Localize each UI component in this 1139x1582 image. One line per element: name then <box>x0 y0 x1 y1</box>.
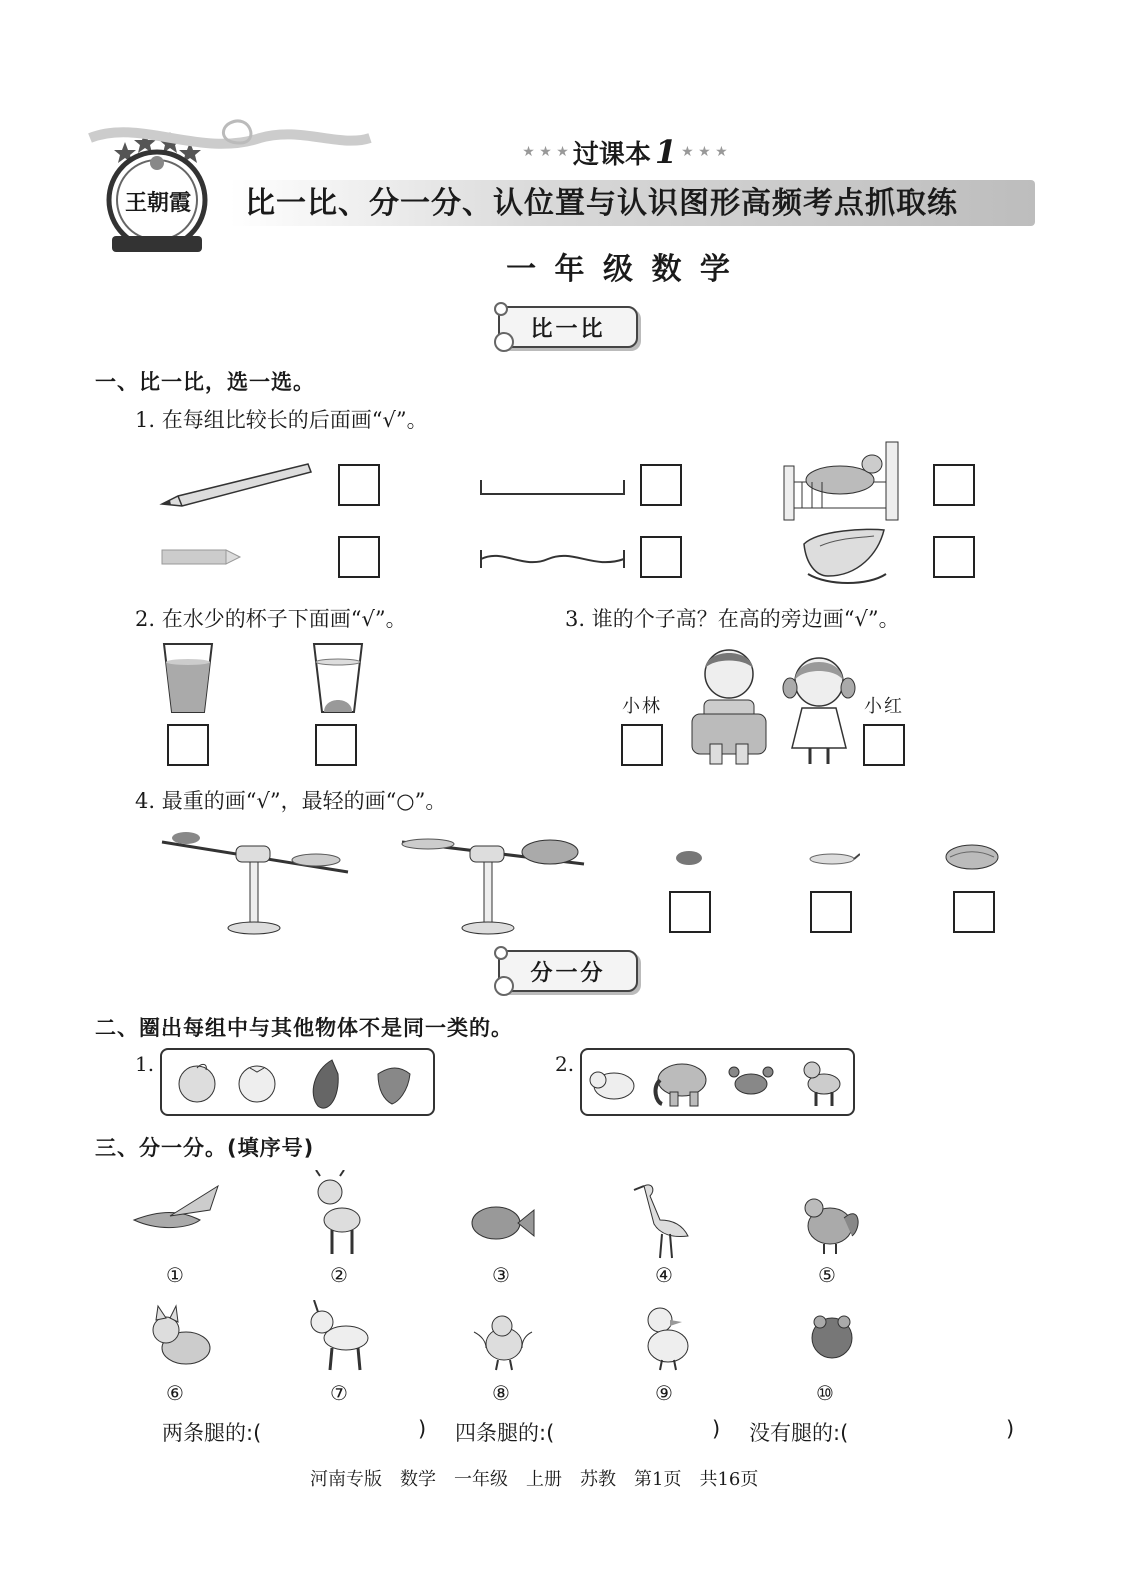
two-legs-close: ) <box>418 1417 427 1441</box>
straight-line-image <box>478 476 628 498</box>
answer-box[interactable] <box>933 536 975 578</box>
section-tab-compare <box>498 306 638 348</box>
balance-scale-1-image <box>158 830 353 938</box>
group-2-box <box>580 1048 855 1116</box>
fish-image <box>466 1198 536 1248</box>
answer-box[interactable] <box>621 724 663 766</box>
animal-number-3: ③ <box>492 1263 510 1287</box>
horse-icon[interactable] <box>798 1056 848 1110</box>
answer-box[interactable] <box>640 536 682 578</box>
animal-number-1: ① <box>166 1263 184 1287</box>
answer-box[interactable] <box>933 464 975 506</box>
balance-scale-2-image <box>398 830 588 938</box>
animal-number-2: ② <box>330 1263 348 1287</box>
cup-full-image <box>160 640 216 716</box>
group-1-box <box>160 1048 435 1116</box>
subject-title: 一 年 级 数 学 <box>506 252 734 287</box>
mushroom-image <box>674 848 704 868</box>
unicorn-image <box>300 1300 380 1372</box>
logo-text: 王朝霞 <box>124 190 191 216</box>
frog-image <box>806 1310 860 1364</box>
series-number: 1 <box>654 133 678 171</box>
rooster-image <box>796 1188 864 1256</box>
animal-number-6: ⑥ <box>166 1381 184 1405</box>
answer-box[interactable] <box>167 724 209 766</box>
animal-number-4: ④ <box>655 1263 673 1287</box>
four-legs-label: 四条腿的:( <box>455 1421 555 1445</box>
goose-image <box>130 1180 225 1246</box>
crab-icon[interactable] <box>726 1062 776 1102</box>
section-tab-sort <box>498 950 638 992</box>
carrot-image <box>806 850 860 868</box>
name-label-xiaolin: 小林 <box>622 696 662 717</box>
bed-image <box>780 436 905 524</box>
strawberry-icon[interactable] <box>370 1060 416 1106</box>
answer-box[interactable] <box>863 724 905 766</box>
four-legs-answer[interactable] <box>583 1416 703 1446</box>
no-legs-answer[interactable] <box>877 1416 997 1446</box>
no-legs-label: 没有腿的:( <box>749 1421 849 1445</box>
duckling-image <box>636 1302 696 1372</box>
eggplant-icon[interactable] <box>302 1054 346 1112</box>
cabbage-image <box>944 842 1000 872</box>
no-legs-close: ) <box>1006 1417 1015 1441</box>
question-1-2-text: 2. 在水少的杯子下面画“√”。 <box>135 607 407 631</box>
answer-box[interactable] <box>810 891 852 933</box>
answer-box[interactable] <box>315 724 357 766</box>
group-1-label: 1. <box>135 1052 155 1076</box>
two-legs-label: 两条腿的:( <box>162 1421 262 1445</box>
peach-icon[interactable] <box>174 1060 220 1106</box>
animal-number-5: ⑤ <box>818 1263 836 1287</box>
chick-image <box>466 1308 538 1372</box>
girl-image <box>780 652 858 770</box>
animal-number-7: ⑦ <box>330 1381 348 1405</box>
page-footer: 河南专版 数学 一年级 上册 苏教 第1页 共16页 <box>310 1469 759 1490</box>
series-text: 过课本 <box>572 139 651 170</box>
dog-image <box>146 1304 218 1374</box>
section-tab-label: 比一比 <box>530 316 606 342</box>
boy-image <box>688 644 770 768</box>
answer-box[interactable] <box>669 891 711 933</box>
answer-box[interactable] <box>640 464 682 506</box>
question-1-heading: 一、比一比，选一选。 <box>95 370 315 394</box>
crayon-image <box>160 546 242 568</box>
group-2-label: 2. <box>555 1052 575 1076</box>
question-3-heading: 三、分一分。(填序号) <box>95 1136 315 1160</box>
question-1-4-text: 4. 最重的画“√”，最轻的画“○”。 <box>135 789 447 813</box>
animal-number-9: ⑨ <box>655 1381 673 1405</box>
cradle-image <box>798 524 890 588</box>
wavy-line-image <box>478 546 628 572</box>
name-label-xiaohong: 小红 <box>864 696 904 717</box>
question-1-1-text: 1. 在每组比较长的后面画“√”。 <box>135 408 428 432</box>
star-icon: ★ ★ ★ <box>681 144 728 160</box>
section-tab-label: 分一分 <box>530 960 606 986</box>
elephant-icon[interactable] <box>648 1054 710 1112</box>
tomato-icon[interactable] <box>234 1060 280 1106</box>
answer-box[interactable] <box>338 536 380 578</box>
pig-icon[interactable] <box>586 1060 640 1106</box>
animal-number-8: ⑧ <box>492 1381 510 1405</box>
two-legs-answer[interactable] <box>290 1416 410 1446</box>
series-label <box>505 132 745 172</box>
animal-number-10: ⑩ <box>816 1381 834 1405</box>
answer-box[interactable] <box>953 891 995 933</box>
question-1-3-text: 3. 谁的个子高？在高的旁边画“√”。 <box>565 607 900 631</box>
crane-image <box>632 1176 692 1260</box>
page-title: 比一比、分一分、认位置与认识图形高频考点抓取练 <box>245 186 958 221</box>
cup-low-image <box>310 640 366 716</box>
answer-box[interactable] <box>338 464 380 506</box>
deer-image <box>308 1170 368 1256</box>
question-2-heading: 二、圈出每组中与其他物体不是同一类的。 <box>95 1016 513 1040</box>
four-legs-close: ) <box>712 1417 721 1441</box>
star-icon: ★ ★ ★ <box>522 144 569 160</box>
pencil-image <box>158 458 313 510</box>
